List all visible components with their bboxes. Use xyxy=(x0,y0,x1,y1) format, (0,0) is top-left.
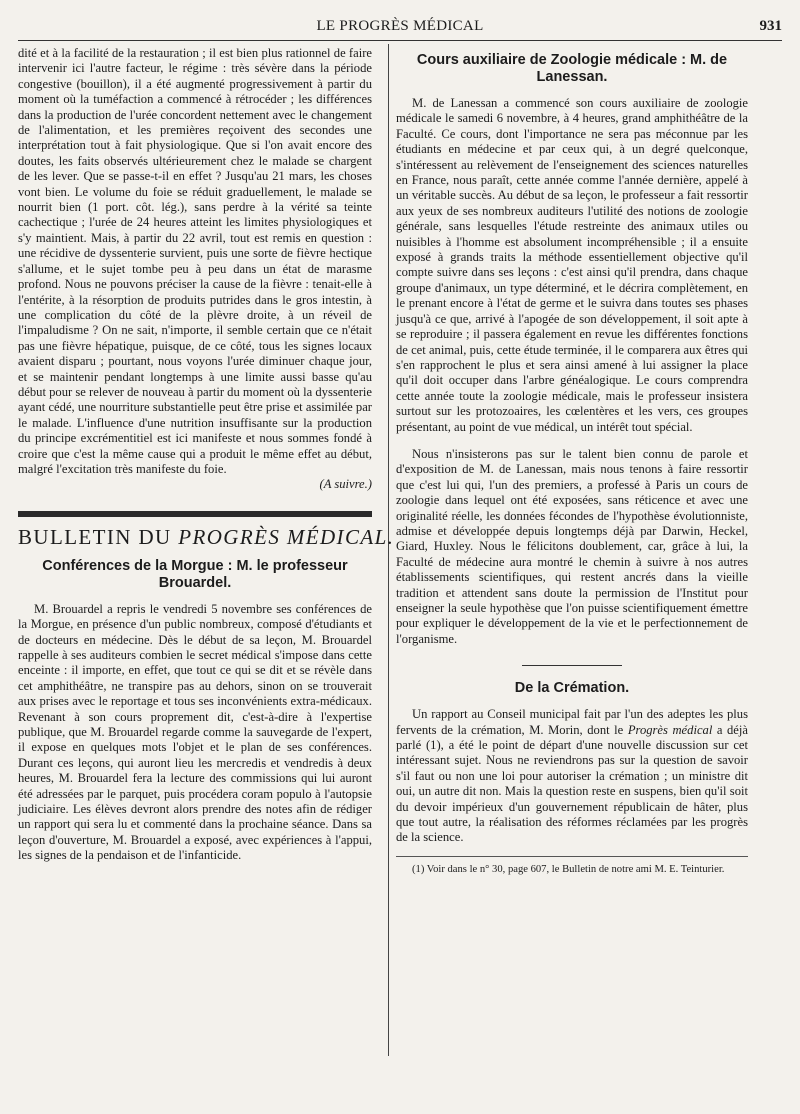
bulletin-title xyxy=(18,524,395,550)
left-column xyxy=(18,46,395,864)
header-rule xyxy=(18,40,782,41)
bulletin-rule xyxy=(18,511,372,517)
section-body-zoologie-1: M. de Lanessan a commencé son cours auxiliaire de zoologie médicale le samedi 6 novembre, à 4 heures, grand amphithéâtre de la Faculté. Ce cours, dont l'importance ne sera pas méconnue par les étudiants en médecine et par ceux qui, à un degré quelconque, s'intéressent au relèvement de l'enseignement des sciences naturelles en France, nous paraît, cette année comme l'année dernière, appelé à un véritable succès. Au début de sa leçon, le professeur a fait ressortir aux yeux de ses nombreux auditeurs l'utilité des notions de zoologie générale, sans lesquelles l'étude restreinte des animaux utiles ou nuisibles à l'homme est absolument incompréhensible ; il a ensuite exposé à grands traits la méthode essentiellement objective qu'il compte suivre dans ses leçons : c'est ainsi qu'il prendra, dans chaque groupe d'animaux, un type déterminé, et le décrira complètement, en le prenant encore à l'état de germe et le suivra dans toutes ses phases jusqu'à ce que, arrivé à l'apogée de son développement, il soit apte à se reproduire ; il passera également en revue les différentes fonctions de cet animal, puis, cette étude terminée, il le comparera aux êtres qui s'en rapprochent le plus et sera ainsi amené à lui assigner la place qu'il doit occuper dans l'arbre généalogique. Le cours comprendra cette année toute la zoologie médicale, mais le professeur insistera surtout sur les protozoaires, les cœlentères et les vers, ces groupes présentant, au point de vue médical, un intérêt tout spécial. xyxy=(396,96,748,434)
footnote: (1) Voir dans le n° 30, page 607, le Bulletin de notre ami M. E. Teinturier. xyxy=(412,863,725,875)
section-heading-morgue: Conférences de la Morgue : M. le professeur Brouardel. xyxy=(42,557,348,591)
bulletin-title-italic: PROGRÈS MÉDICAL. xyxy=(178,524,395,549)
section-separator xyxy=(522,665,622,666)
cremation-text-pre: Un rapport au Conseil municipal fait par l'un des adeptes les plus fervents de la crémation, M. Morin, dont le xyxy=(396,707,748,737)
to-be-continued: (A suivre.) xyxy=(319,477,372,492)
cremation-text-post: a déjà parlé (1), a été le point de départ d'une nouvelle discussion sur cet intéressant sujet. Nous ne reviendrons pas sur la question de savoir s'il faut ou non une loi pour autoriser la crémation ; un ministre dit oui, un autre dit non. Mais la question reste en suspens, bien qu'il soit du devoir impérieux d'un gouvernement républicain de hâter, plus que tout autre, la réalisation des réformes réclamées par les progrès de la science. xyxy=(396,722,748,845)
column-divider xyxy=(388,44,389,1056)
right-column xyxy=(396,46,748,876)
section-heading-cremation: De la Crémation. xyxy=(514,680,630,697)
page-number: 931 xyxy=(759,18,782,34)
running-head xyxy=(18,14,782,40)
section-body-morgue: M. Brouardel a repris le vendredi 5 novembre ses conférences de la Morgue, en présence d'un public nombreux, composé d'étudiants et de docteurs en médecine. Dès le début de sa leçon, M. Brouardel rappelle à ses auditeurs combien le secret médical s'impose dans cette enceinte : il importe, en effet, que tout ce qui se dit et se révèle dans cet amphithéâtre, ne transpire pas au dehors, sinon on se trouverait aux prises avec le reportage et tous ses inconvénients extra-médicaux. Revenant à son cours proprement dit, c'est-à-dire à l'expertise publique, que M. Brouardel regarde comme la sauvegarde de l'expert, il expose en quelques mots l'objet et le plan de ses conférences. Durant ces leçons, qui auront lieu les mercredis et vendredis à deux heures, M. Brouardel fera la lecture des commissions qui lui auront été adressées par le parquet, puis procédera coram populo à l'autopsie judiciaire. Les élèves devront alors prendre des notes afin de rédiger un rapport qui sera lu et commenté dans la prochaine séance. Dans sa leçon d'ouverture, M. Brouardel a exposé, avec expériences à l'appui, les signes de la pendaison et de l'infanticide. xyxy=(18,601,372,863)
continuation-paragraph: dité et à la facilité de la restauration ; il est bien plus rationnel de faire intervenir ici l'autre facteur, le régime : très sévère dans la période congestive (bouillon), il a été augmenté progressivement à partir du moment où la tuméfaction a commencé à rétrocéder ; les différences dans la production de l'urée concordent nettement avec le changement de l'alimentation, et les premières reçoivent des secondes une interprétation tout à fait physiologique. Que si l'on avait encore des doutes, les faits observés ultérieurement chez le malade se chargent de les lever. Que se passe-t-il en effet ? Jusqu'au 21 mars, les choses vont bien. Le volume du foie se réduit graduellement, le malade se nourrit bien (1 port. côt. lég.), sans perdre à la vérité sa teinte cachectique ; l'urée de 24 heures atteint les limites physiologiques et s'y maintient. Mais, à partir du 22 avril, tout est remis en question : une récidive de dyssenterie survient, puis une sorte de fièvre hectique s'allume, et le sujet tombe peu à peu dans un état de marasme profond. Nous ne pouvons préciser la cause de la fièvre : tenait-elle à l'entérite, à la résorption de produits putrides dans le gros intestin, à une complication du côté de la plèvre droite, à un réveil de l'impaludisme ? On ne sait, n'importe, il semble certain que ce n'était pas une fièvre hépatique, puisque, de ce côté, tous les signes locaux avaient disparu ; pourtant, nous voyons l'urée diminuer chaque jour, et se maintenir pendant longtemps à une limite aussi basse qu'au début pour se relever de nouveau à partir du moment où la dyssenterie ayant cédé, une nourriture substantielle peut être prise et assimilée par le malade. L'influence d'une nutrition insuffisante sur la production du principe excrémentitiel est ici manifeste et nous sommes fondé à croire que c'est la même cause qui a produit le même effet au début, malgré l'excitation très manifeste du foie. xyxy=(18,46,372,476)
section-body-cremation xyxy=(396,707,748,846)
section-heading-zoologie: Cours auxiliaire de Zoologie médicale : M. de Lanessan. xyxy=(416,52,728,85)
section-body-zoologie-2: Nous n'insisterons pas sur le talent bien connu de parole et d'exposition de M. de Lanessan, mais nous tenons à faire ressortir que c'est lui qui, l'un des premiers, a professé à Paris un cours de zoologie dans lequel ont été exposées, sans réticence et avec une originalité réelle, les données fécondes de l'hypothèse évolutionniste, admise et développée depuis longtemps déjà par Darwin, Heckel, Giard, Huxley. Nous le félicitons doublement, car, grâce à lui, la Faculté de médecine aura montré le chemin à suivre à nos autres établissements scientifiques, qui restent ancrés dans la vieille tradition et attendent sans doute la permission de l'Institut pour enseigner la seule hypothèse que l'on puisse scientifiquement émettre pour expliquer le développement de la vie et le perfectionnement de l'organisme. xyxy=(396,446,748,646)
paragraph-gap xyxy=(396,435,748,447)
cremation-text-italic: Progrès médical xyxy=(627,722,713,737)
footnote-rule xyxy=(396,856,748,857)
running-title: LE PROGRÈS MÉDICAL xyxy=(316,18,484,34)
bulletin-title-prefix: BULLETIN DU xyxy=(18,524,179,549)
